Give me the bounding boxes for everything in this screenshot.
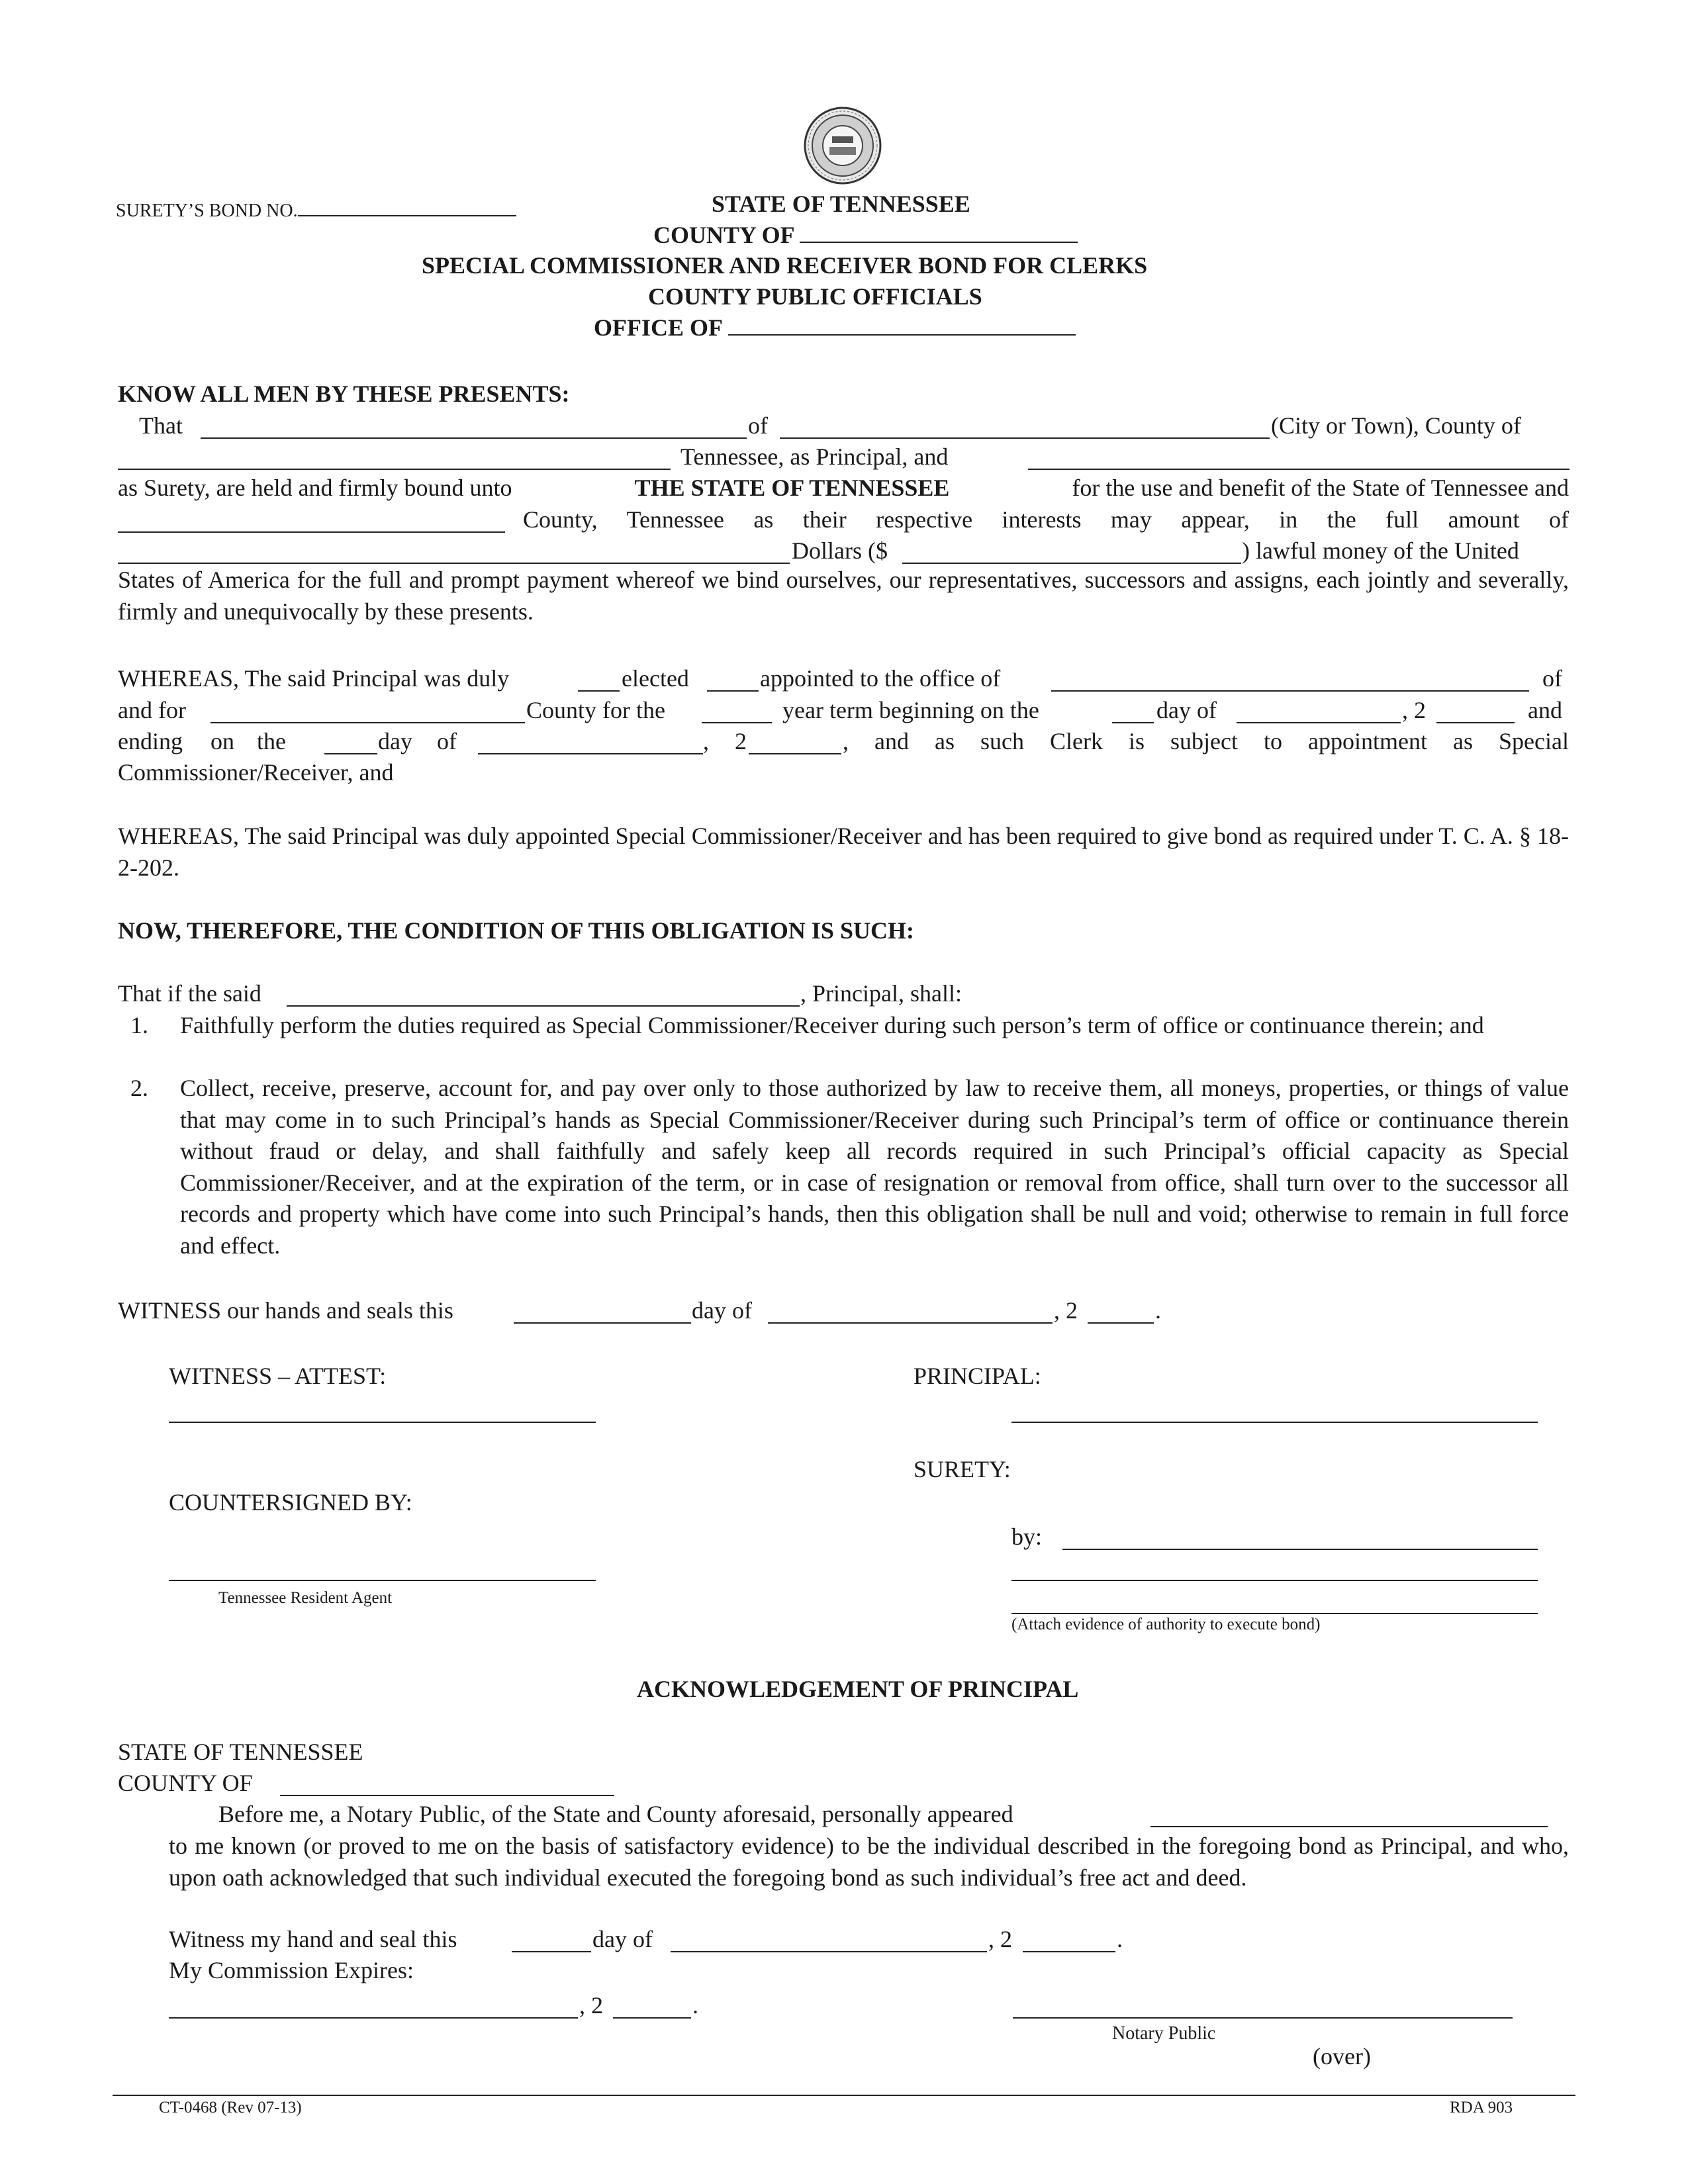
header-office-of: OFFICE OF [594,313,1076,342]
countersigned-label: COUNTERSIGNED BY: [169,1489,412,1516]
witness-hands-label: WITNESS our hands and seals this [118,1297,453,1324]
surety-by-signature-line[interactable] [1062,1549,1538,1550]
begin-day-field[interactable] [1112,722,1154,723]
county-field[interactable] [118,469,671,470]
item-2-number: 2. [130,1075,148,1101]
ending-label: ending [118,728,183,754]
said-principal-field[interactable] [287,1005,800,1007]
surety-name-field[interactable] [1028,469,1570,470]
resident-agent-label: Tennessee Resident Agent [218,1589,393,1607]
principal-label: PRINCIPAL: [914,1363,1041,1389]
surety-extra-line[interactable] [1011,1613,1538,1614]
dollars-label: Dollars ($ [792,537,888,564]
commission-comma-2: , 2 [579,1992,603,2019]
of-label: of [748,412,768,439]
surety-title-line[interactable] [1011,1580,1538,1581]
benefit-county-field[interactable] [118,531,505,533]
county-public-officials: COUNTY PUBLIC OFFICIALS [648,283,982,310]
comma-2-label: , 2 [1402,697,1426,723]
on-label: on [211,728,234,754]
and-label: and [1528,697,1562,723]
by-label: by: [1011,1524,1043,1550]
know-all-heading: KNOW ALL MEN BY THESE PRESENTS: [118,381,570,407]
amount-words-field[interactable] [118,563,790,564]
day-label: day [378,728,412,754]
end-comma-label: , [703,728,709,754]
city-town-label: (City or Town), County of [1271,412,1521,439]
elected-check-field[interactable] [578,690,620,692]
city-field[interactable] [780,437,1270,439]
that-label: That [139,412,183,439]
header-state: STATE OF TENNESSEE [712,191,970,217]
elected-label: elected [622,665,689,692]
ack-state-label: STATE OF TENNESSEE [118,1739,363,1765]
tennessee-principal-label: Tennessee, as Principal, and [680,443,949,470]
commission-expires-label: My Commission Expires: [169,1957,414,1983]
principal-name-field[interactable] [201,437,747,439]
ack-day-field[interactable] [512,1951,591,1952]
end-month-field[interactable] [478,753,703,754]
principal-shall-label: , Principal, shall: [800,980,962,1007]
of-label-3: of [437,728,457,754]
the-label: the [257,728,286,754]
clerk-subject-label: , and as such Clerk is subject to appointment as Special [843,728,1569,754]
acknowledgement-heading: ACKNOWLEDGEMENT OF PRINCIPAL [637,1676,1079,1702]
rda-number: RDA 903 [1450,2099,1513,2116]
witness-attest-label: WITNESS – ATTEST: [169,1363,387,1389]
item-1-number: 1. [130,1012,148,1038]
day-of-label: day of [1156,697,1217,723]
ack-month-field[interactable] [671,1951,987,1952]
surety-line: as Surety, are held and firmly bound unto THE STATE OF TENNESSEE for the use and benefit of the State of Tennessee and [118,475,1569,501]
end-2-label: 2 [735,728,747,754]
whereas-duly-label: WHEREAS, The said Principal was duly [118,665,510,692]
commission-period: . [692,1992,698,2019]
condition-heading: NOW, THEREFORE, THE CONDITION OF THIS OBLIGATION IS SUCH: [118,917,914,944]
appointed-check-field[interactable] [707,690,759,692]
begin-year-field[interactable] [1436,722,1515,723]
header-county: COUNTY OF [653,220,1078,250]
witness-my-hand-label: Witness my hand and seal this [169,1926,457,1952]
year-term-label: year term beginning on the [782,697,1039,723]
bond-title: SPECIAL COMMISSIONER AND RECEIVER BOND FOR CLERKS [422,252,1148,279]
over-label: (over) [1313,2043,1371,2070]
ack-body-paragraph: to me known (or proved to me on the basis of satisfactory evidence) to be the individual described in the foregoing bond as Principal, and who, upon oath acknowledged that such individual executed the foregoing bond as such individual’s free act and deed. [169,1833,1569,1891]
office-field[interactable] [1051,690,1529,692]
amount-number-field[interactable] [902,563,1241,564]
witness-attest-signature-line[interactable] [169,1422,596,1423]
ack-day-of-label: day of [592,1926,653,1952]
form-number: CT-0468 (Rev 07-13) [159,2099,302,2116]
header-county-field[interactable] [800,222,1078,243]
of-label-2: of [1542,665,1562,692]
footer-rule [113,2095,1575,2096]
and-for-label: and for [118,697,186,723]
county-for-label: County for the [526,697,665,723]
commission-year-field[interactable] [613,2017,691,2019]
term-years-field[interactable] [702,722,772,723]
appointed-label: appointed to the office of [760,665,1001,692]
ack-period: . [1117,1926,1123,1952]
states-america-paragraph: States of America for the full and prompt payment whereof we bind ourselves, our representatives, successors and assigns, each jointly and severally, firmly and unequivocally by these presents. [118,567,1569,625]
resident-agent-signature-line[interactable] [169,1580,596,1581]
commissioner-receiver-and: Commissioner/Receiver, and [118,759,394,786]
ack-county-label: COUNTY OF [118,1770,253,1796]
whereas-appointed-paragraph: WHEREAS, The said Principal was duly appointed Special Commissioner/Receiver and has been required to give bond as required under T. C. A. § 18-2-202. [118,823,1569,881]
begin-month-field[interactable] [1237,722,1401,723]
witness-comma-2: , 2 [1054,1297,1078,1324]
witness-month-field[interactable] [768,1322,1053,1324]
commission-date-field[interactable] [169,2017,578,2019]
item-2-text: Collect, receive, preserve, account for, and pay over only to those authorized by law to receive them, all moneys, properties, or things of value that may come in to such Principal’s hands as Special Commissioner/Receiver during such Principal’s term of office or continuance therein without fraud or delay, and shall faithfully and safely keep all records required in such Principal’s official capacity as Special Commissioner/Receiver, and at the expiration of the term, or in case of resignation or removal from office, shall turn over to the successor all records and property which have come into such Principal’s hands, then this obligation shall be null and void; otherwise to remain in full force and effect. [180,1075,1569,1259]
before-me-label: Before me, a Notary Public, of the State and County aforesaid, personally appeared [218,1801,1013,1827]
surety-label: SURETY: [914,1456,1011,1482]
end-day-field[interactable] [324,753,377,754]
witness-day-of-label: day of [692,1297,752,1324]
lawful-money-label: ) lawful money of the United [1242,537,1519,564]
attach-evidence-label: (Attach evidence of authority to execute bond) [1011,1615,1321,1633]
witness-year-field[interactable] [1088,1322,1154,1324]
surety-bond-no-label: SURETY’S BOND NO. [116,195,516,222]
surety-bond-no-field[interactable] [298,195,516,216]
county-tennessee-line: County, Tennessee as their respective interests may appear, in the full amount of [523,506,1569,533]
and-for-county-field[interactable] [211,722,525,723]
witness-day-field[interactable] [514,1322,691,1324]
appeared-name-field[interactable] [1150,1826,1548,1827]
tennessee-state-seal-icon [803,106,882,185]
end-year-field[interactable] [749,753,841,754]
ack-comma-2: , 2 [988,1926,1012,1952]
that-if-label: That if the said [118,980,261,1007]
office-of-field[interactable] [728,314,1076,336]
notary-public-label: Notary Public [1112,2023,1216,2044]
witness-period: . [1155,1297,1161,1324]
principal-signature-line[interactable] [1011,1422,1538,1423]
notary-signature-line[interactable] [1013,2017,1513,2019]
ack-year-field[interactable] [1023,1951,1115,1952]
item-1-text: Faithfully perform the duties required as Special Commissioner/Receiver during such person’s term of office or continuance therein; and [180,1012,1484,1038]
ack-county-field[interactable] [280,1795,614,1796]
